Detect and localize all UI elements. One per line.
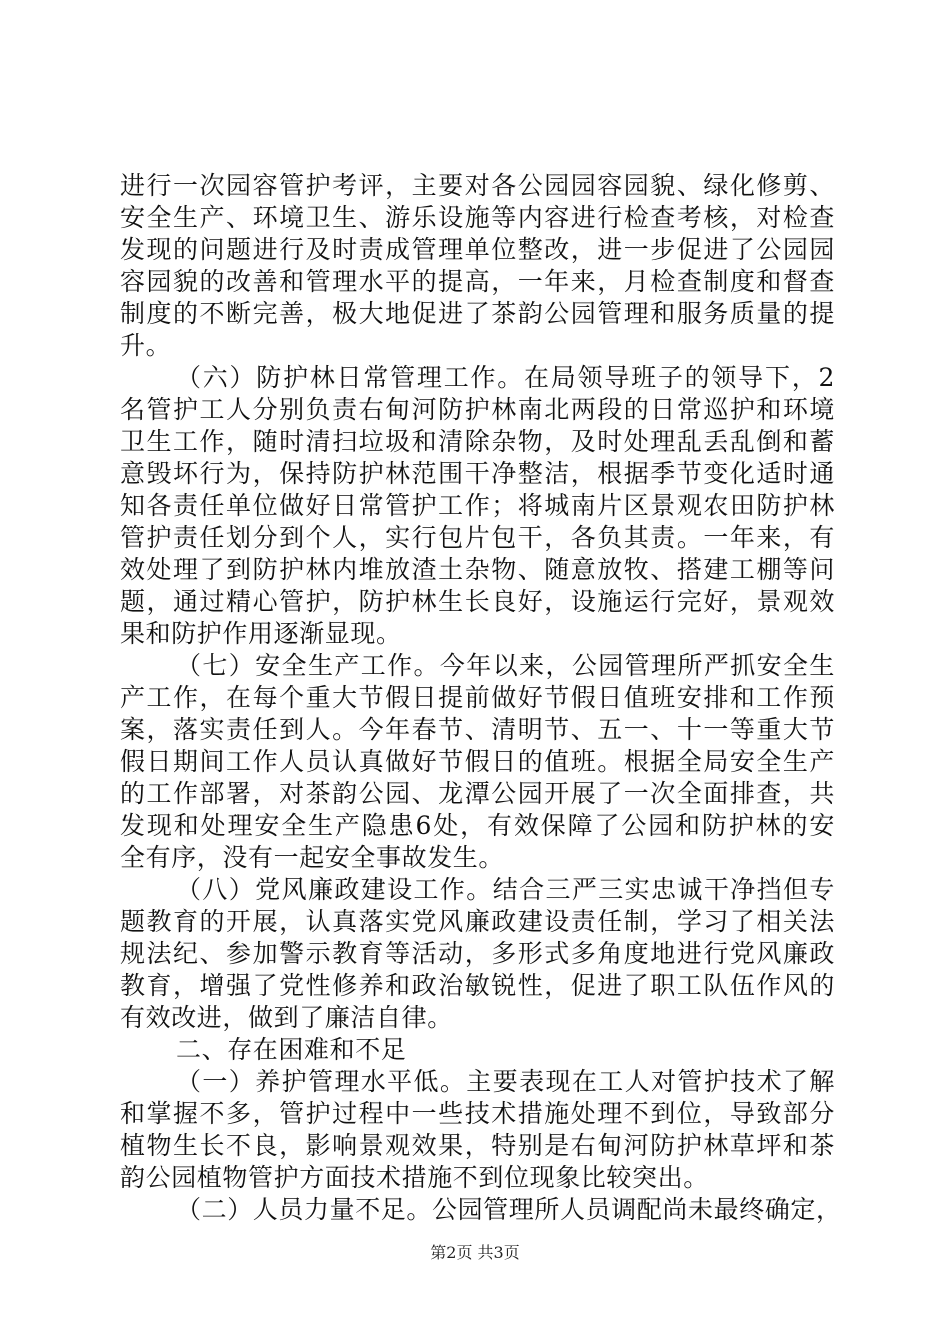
paragraph-line: 名管护工人分别负责右甸河防护林南北两段的日常巡护和环境	[120, 395, 835, 424]
paragraph-line: 意毁坏行为，保持防护林范围干净整洁，根据季节变化适时通	[120, 459, 835, 488]
section-six-first-line: （六）防护林日常管理工作。在局领导班子的领导下，2	[176, 363, 835, 392]
paragraph-line: 教育，增强了党性修养和政治敏锐性，促进了职工队伍作风的	[120, 971, 835, 1000]
paragraph-line: 安全生产、环境卫生、游乐设施等内容进行检查考核，对检查	[120, 203, 835, 232]
paragraph-line: 植物生长不良，影响景观效果，特别是右甸河防护林草坪和茶	[120, 1131, 835, 1160]
paragraph-line: 规法纪、参加警示教育等活动，多形式多角度地进行党风廉政	[120, 939, 835, 968]
page-footer	[0, 1243, 950, 1263]
paragraph-line: 效处理了到防护林内堆放渣土杂物、随意放牧、搭建工棚等问	[120, 555, 835, 584]
paragraph-line: 全有序，没有一起安全事故发生。	[120, 843, 505, 872]
document-body	[120, 170, 842, 1226]
section-seven-first-line: （七）安全生产工作。今年以来，公园管理所严抓安全生	[176, 651, 835, 680]
paragraph-line: 韵公园植物管护方面技术措施不到位现象比较突出。	[120, 1163, 709, 1192]
paragraph-line: 进行一次园容管护考评，主要对各公园园容园貌、绿化修剪、	[120, 171, 835, 200]
paragraph-line: 卫生工作，随时清扫垃圾和清除杂物，及时处理乱丢乱倒和蓄	[120, 427, 835, 456]
paragraph-line: 题教育的开展，认真落实党风廉政建设责任制，学习了相关法	[120, 907, 835, 936]
paragraph-line: 发现的问题进行及时责成管理单位整改，进一步促进了公园园	[120, 235, 835, 264]
paragraph-line: 知各责任单位做好日常管护工作；将城南片区景观农田防护林	[120, 491, 835, 520]
difficulty-two-first-line: （二）人员力量不足。公园管理所人员调配尚未最终确定，	[176, 1195, 842, 1224]
paragraph-line: 产工作，在每个重大节假日提前做好节假日值班安排和工作预	[120, 683, 835, 712]
paragraph-line: 和掌握不多，管护过程中一些技术措施处理不到位，导致部分	[120, 1099, 835, 1128]
paragraph-line: 升。	[120, 331, 172, 360]
paragraph-line: 果和防护作用逐渐显现。	[120, 619, 402, 648]
section-eight-first-line: （八）党风廉政建设工作。结合三严三实忠诚干净挡但专	[176, 875, 835, 904]
paragraph-line: 假日期间工作人员认真做好节假日的值班。根据全局安全生产	[120, 747, 835, 776]
paragraph-line: 案，落实责任到人。今年春节、清明节、五一、十一等重大节	[120, 715, 835, 744]
paragraph-line: 管护责任划分到个人，实行包片包干，各负其责。一年来，有	[120, 523, 835, 552]
paragraph-line: 发现和处理安全生产隐患6处，有效保障了公园和防护林的安	[120, 811, 835, 840]
page-number: 第2页 共3页	[430, 1243, 520, 1262]
paragraph-line: 题，通过精心管护，防护林生长良好，设施运行完好，景观效	[120, 587, 835, 616]
paragraph-line: 有效改进，做到了廉洁自律。	[120, 1003, 453, 1032]
paragraph-line: 的工作部署，对茶韵公园、龙潭公园开展了一次全面排查，共	[120, 779, 835, 808]
paragraph-line: 容园貌的改善和管理水平的提高，一年来，月检查制度和督查	[120, 267, 835, 296]
section-heading: 二、存在困难和不足	[176, 1035, 407, 1064]
paragraph-line: 制度的不断完善，极大地促进了茶韵公园管理和服务质量的提	[120, 299, 835, 328]
difficulty-one-first-line: （一）养护管理水平低。主要表现在工人对管护技术了解	[176, 1067, 835, 1096]
